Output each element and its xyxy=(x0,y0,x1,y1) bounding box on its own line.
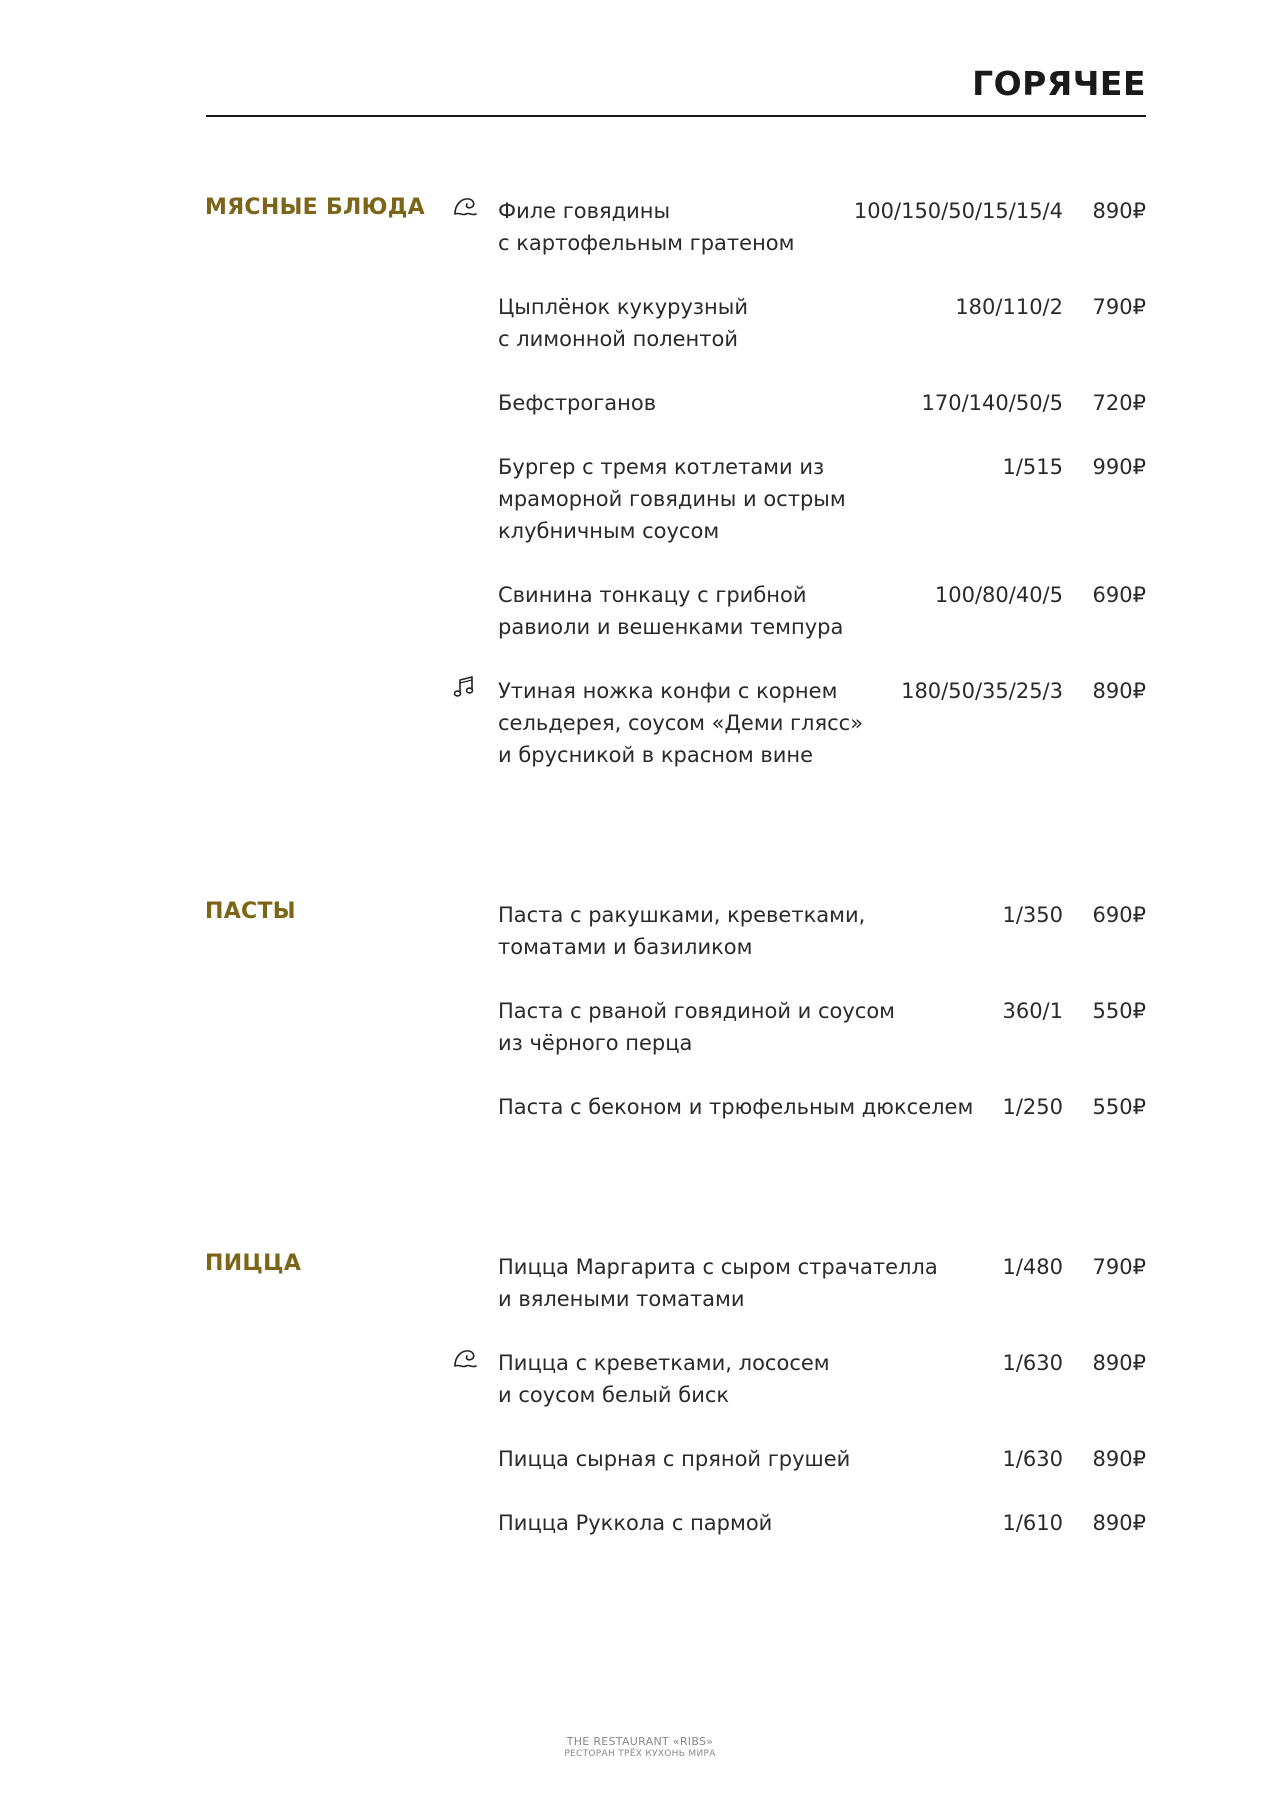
title-divider xyxy=(206,115,1146,117)
footer xyxy=(0,1736,1280,1760)
item-price: 890₽ xyxy=(1092,199,1146,223)
seafood-wave-icon xyxy=(452,194,478,220)
item-weight: 100/80/40/5 xyxy=(934,583,1063,607)
item-name: Паста с беконом и трюфельным дюкселем xyxy=(498,1095,974,1119)
item-price: 550₽ xyxy=(1092,1095,1146,1119)
item-name: Пицца сырная с пряной грушей xyxy=(498,1447,851,1471)
item-name: Пицца Маргарита с сыром страчателла и вялеными томатами xyxy=(498,1255,938,1311)
item-name: Пицца с креветками, лососем и соусом белый биск xyxy=(498,1351,830,1407)
item-name: Свинина тонкацу с грибной равиоли и вешенками темпура xyxy=(498,583,844,639)
item-name: Паста с ракушками, креветками, томатами и базиликом xyxy=(498,903,866,959)
item-name: Бефстроганов xyxy=(498,391,657,415)
item-price: 550₽ xyxy=(1092,999,1146,1023)
section-title: МЯСНЫЕ БЛЮДА xyxy=(205,195,425,220)
item-weight: 1/350 xyxy=(1002,903,1063,927)
item-name: Бургер с тремя котлетами из мраморной говядины и острым клубничным соусом xyxy=(498,455,846,543)
music-note-icon xyxy=(452,674,478,700)
item-price: 690₽ xyxy=(1092,903,1146,927)
footer-tagline: РЕСТОРАН ТРЁХ КУХОНЬ МИРА xyxy=(564,1749,716,1759)
page-title: ГОРЯЧЕЕ xyxy=(972,64,1146,103)
item-price: 790₽ xyxy=(1092,1255,1146,1279)
item-price: 720₽ xyxy=(1092,391,1146,415)
item-weight: 170/140/50/5 xyxy=(921,391,1063,415)
item-weight: 180/50/35/25/3 xyxy=(901,679,1063,703)
item-name: Утиная ножка конфи с корнем сельдерея, соусом «Деми глясс» и брусникой в красном вине xyxy=(498,679,864,767)
item-price: 790₽ xyxy=(1092,295,1146,319)
item-weight: 1/630 xyxy=(1002,1351,1063,1375)
item-price: 890₽ xyxy=(1092,679,1146,703)
item-name: Цыплёнок кукурузный с лимонной полентой xyxy=(498,295,749,351)
item-weight: 1/610 xyxy=(1002,1511,1063,1535)
item-weight: 100/150/50/15/15/4 xyxy=(853,199,1063,223)
item-price: 990₽ xyxy=(1092,455,1146,479)
item-weight: 360/1 xyxy=(1002,999,1063,1023)
item-name: Филе говядины с картофельным гратеном xyxy=(498,199,795,255)
item-price: 890₽ xyxy=(1092,1511,1146,1535)
footer-restaurant-name: THE RESTAURANT «RIBS» xyxy=(566,1735,714,1748)
item-price: 690₽ xyxy=(1092,583,1146,607)
item-weight: 1/630 xyxy=(1002,1447,1063,1471)
item-price: 890₽ xyxy=(1092,1447,1146,1471)
seafood-wave-icon xyxy=(452,1346,478,1372)
item-weight: 1/515 xyxy=(1002,455,1063,479)
item-name: Паста с рваной говядиной и соусом из чёрного перца xyxy=(498,999,896,1055)
item-weight: 180/110/2 xyxy=(955,295,1063,319)
section-title: ПАСТЫ xyxy=(205,899,296,924)
item-weight: 1/250 xyxy=(1002,1095,1063,1119)
item-weight: 1/480 xyxy=(1002,1255,1063,1279)
item-price: 890₽ xyxy=(1092,1351,1146,1375)
section-title: ПИЦЦА xyxy=(205,1251,302,1276)
item-name: Пицца Руккола с пармой xyxy=(498,1511,773,1535)
